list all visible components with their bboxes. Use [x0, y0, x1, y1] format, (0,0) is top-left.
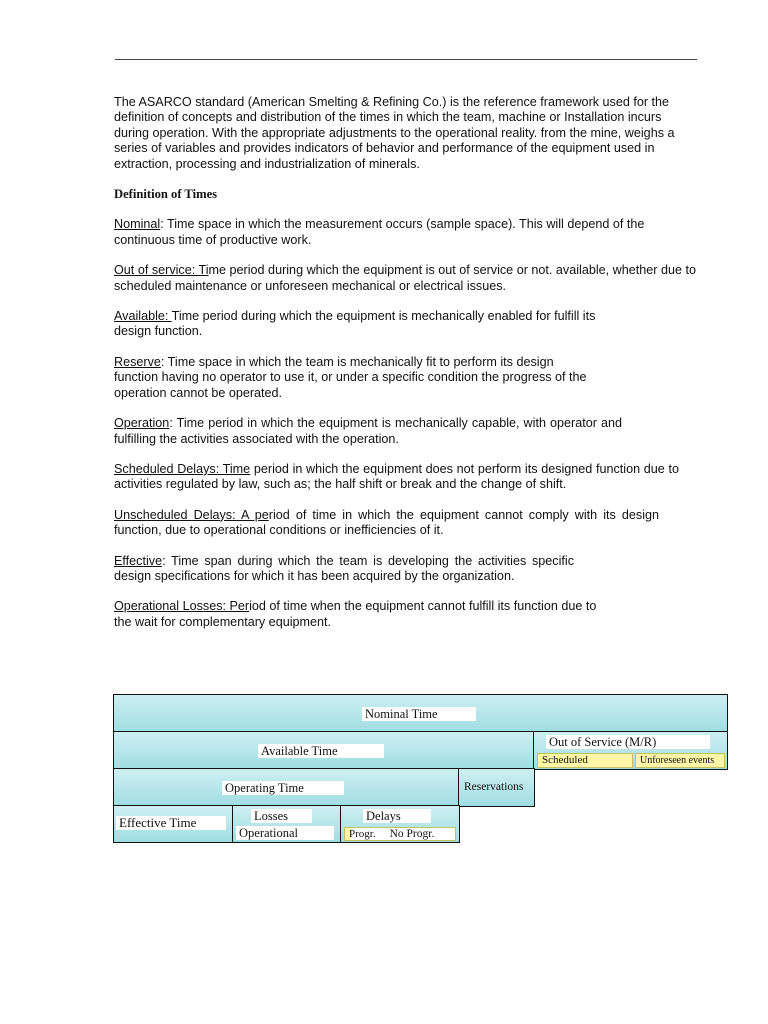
- definition-term: Operation: [114, 416, 170, 431]
- definition-out-of-service: [114, 263, 696, 294]
- definition-text: : Time period in which the equipment is mechanically capable, with operator and fulfilling the activities associated with the operation.: [114, 416, 622, 446]
- definition-text: : Time space in which the team is mechanically fit to perform its design function having no operator to use it, or under a specific condition the progress of the operation cannot be operated.: [114, 354, 587, 400]
- operating-time-cell: [113, 768, 460, 807]
- definition-text: Time period during which the equipment is mechanically enabled for fulfill its design function.: [114, 309, 596, 339]
- delays-label: Delays: [363, 809, 431, 823]
- definition-term: Available:: [114, 309, 172, 324]
- operational-label: Operational: [236, 826, 334, 840]
- available-time-label: Available Time: [258, 744, 384, 758]
- definition-reserve: [114, 355, 589, 401]
- definition-text: me period during which the equipment is out of service or not. available, whether due to scheduled maintenance or unforeseen mechanical or electrical issues.: [114, 263, 696, 293]
- definition-term: Scheduled Delays: Time: [114, 461, 251, 476]
- delays-cell: [340, 805, 460, 843]
- definition-term: Out of service: Ti: [114, 263, 209, 278]
- definition-effective: [114, 554, 574, 585]
- out-of-service-label: Out of Service (M/R): [546, 735, 710, 749]
- definition-term: Reserve: [114, 354, 161, 369]
- losses-label: Losses: [251, 809, 312, 823]
- definition-operational-losses: [114, 599, 614, 630]
- definition-term: Operational Losses: Per: [114, 599, 250, 614]
- intro-paragraph: The ASARCO standard (American Smelting & Refining Co.) is the reference framework used for the definition of concepts and distribution of the times in which the team, machine or Installation incurs during operation. With the appropriate adjustments to the operational reality. from the mine, weighs a series of variables and provides indicators of behavior and performance of the equipment used in extraction, processing and industrialization of minerals.: [114, 95, 675, 171]
- progr-label: Progr.: [349, 828, 376, 840]
- out-of-service-cell: [533, 731, 728, 770]
- available-time-cell: [113, 731, 535, 770]
- document-body: [114, 95, 696, 630]
- reservations-label: Reservations: [464, 781, 524, 793]
- no-progr-label: No Progr.: [389, 828, 435, 840]
- definition-term: Unscheduled Delays: A pe: [114, 507, 269, 522]
- nominal-time-label: Nominal Time: [362, 707, 476, 721]
- definition-text: riod of time in which the equipment cannot comply with its design function, due to operational conditions or inefficiencies of it.: [114, 507, 660, 538]
- definition-text: : Time space in which the measurement occurs (sample space). This will depend of the continuous time of productive work.: [114, 217, 645, 247]
- definition-text: period in which the equipment does not perform its designed function due to activities regulated by law, such as; the half shift or break and the change of shift.: [114, 461, 679, 492]
- definition-term: Effective: [114, 553, 163, 568]
- definition-scheduled-delays: [114, 462, 679, 493]
- definition-nominal: [114, 217, 696, 248]
- reservations-cell: [458, 768, 535, 807]
- unforeseen-events-label: Unforeseen events: [635, 753, 725, 768]
- section-heading: Definition of Times: [114, 187, 218, 202]
- header-rule: [115, 59, 697, 60]
- effective-time-label: Effective Time: [116, 816, 226, 830]
- operating-time-label: Operating Time: [222, 781, 344, 795]
- definition-available: [114, 309, 614, 340]
- scheduled-label: Scheduled: [537, 753, 633, 768]
- definition-unscheduled-delays: [114, 508, 659, 539]
- delays-sub-row: [344, 827, 456, 841]
- operational-losses-cell: [232, 805, 342, 843]
- effective-time-cell: [113, 805, 234, 843]
- definition-operation: [114, 416, 622, 447]
- definition-text: : Time span during which the team is developing the activities specific design specifications for which it has been acquired by the organization.: [114, 553, 574, 583]
- definition-term: Nominal: [114, 217, 161, 232]
- definition-text: iod of time when the equipment cannot fulfill its function due to the wait for complementary equipment.: [114, 599, 597, 629]
- nominal-time-cell: [113, 694, 728, 733]
